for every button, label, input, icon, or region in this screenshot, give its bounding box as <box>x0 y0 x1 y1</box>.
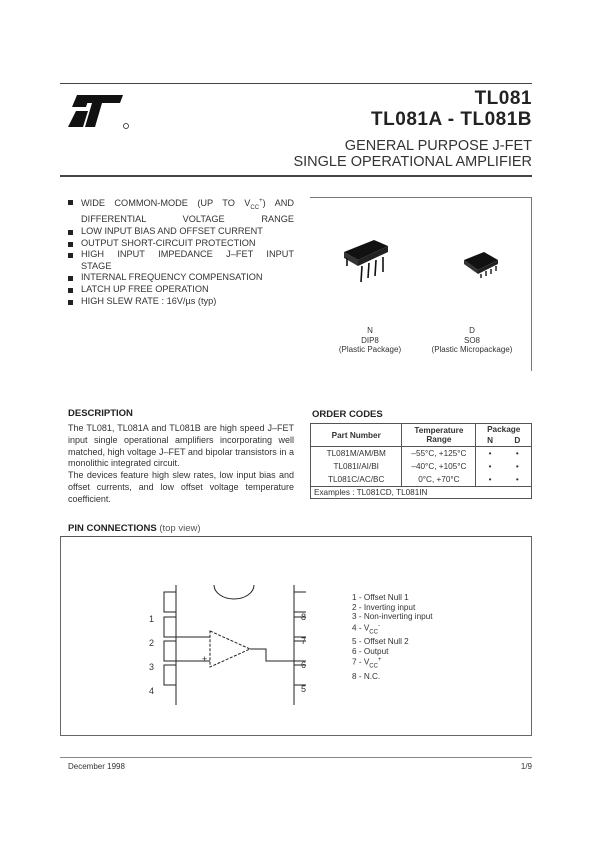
package-box <box>310 197 532 371</box>
col-package: Package <box>476 424 532 436</box>
title-part: TL081 <box>474 88 532 109</box>
table-row: TL081I/AI/BI –40°C, +105°C • • <box>311 460 532 473</box>
st-logo <box>68 93 130 134</box>
feature-item: WIDE COMMON-MODE (UP TO $V_{CC}^+$) AND DIFFERENTIAL VOLTAGE RANGE <box>68 196 294 226</box>
noninverting-sign: + <box>202 654 208 664</box>
left-pin-numbers: 1 2 3 4 <box>149 614 155 696</box>
col-temp: Temperature Range <box>402 424 476 447</box>
title-variants: TL081A - TL081B <box>371 109 532 130</box>
description-heading: DESCRIPTION <box>68 408 133 419</box>
feature-list <box>68 196 294 307</box>
table-row: TL081M/AM/BM –55°C, +125°C • • <box>311 447 532 461</box>
footer-rule <box>60 757 532 758</box>
table-row: TL081C/AC/BC 0°C, +70°C • • <box>311 473 532 487</box>
inverting-sign: – <box>202 631 208 641</box>
package-d-caption: D SO8 (Plastic Micropackage) <box>431 326 513 354</box>
pin-list: 1 - Offset Null 1 2 - Inverting input 3 - Non-inverting input $4 - V_{CC}^-$ 5 - Offset Null 2 6 - Output $7 - V_{CC}^+$ 8 - N.C. <box>352 593 433 682</box>
col-part: Part Number <box>311 424 402 447</box>
feature-item: HIGH SLEW RATE : 16V/µs (typ) <box>68 296 294 308</box>
feature-item: HIGH INPUT IMPEDANCE J–FET INPUT STAGE <box>68 249 294 272</box>
dip8-package-image <box>342 236 392 286</box>
right-pin-numbers: 8 7 6 5 <box>301 612 307 694</box>
subtitle-1: GENERAL PURPOSE J-FET <box>344 138 532 154</box>
feature-item: LATCH UP FREE OPERATION <box>68 284 294 296</box>
pin-connections-heading: PIN CONNECTIONS (top view) <box>68 523 201 534</box>
subtitle-2: SINGLE OPERATIONAL AMPLIFIER <box>293 154 532 170</box>
package-n-caption: N DIP8 (Plastic Package) <box>338 326 402 354</box>
so8-package-image <box>462 250 502 280</box>
footer-page: 1/9 <box>520 762 532 771</box>
order-examples: Examples : TL081CD, TL081IN <box>311 487 532 499</box>
feature-item: INTERNAL FREQUENCY COMPENSATION <box>68 272 294 284</box>
description-text: The TL081, TL081A and TL081B are high speed J–FET input single operational amplifiers incorporating well matched, high voltage J–FET and bipolar transistors in a monolithic integrated circuit. The devices feature high slew rates, low input bias and offset currents, and low offset voltage temperature coefficient. <box>68 423 294 504</box>
order-codes-heading: ORDER CODES <box>312 409 383 420</box>
top-rule <box>60 83 532 84</box>
order-codes-table: Part Number Temperature Range Package N D TL081M/AM/BM –55°C, +125°C • • TL081I/AI/BI –40°C, +105°C • • TL081C/AC/BC 0°C, +70°C • • Examples : TL081CD, TL081IN <box>310 423 532 499</box>
heavy-rule <box>60 175 532 177</box>
feature-item: LOW INPUT BIAS AND OFFSET CURRENT <box>68 226 294 238</box>
feature-item: OUTPUT SHORT-CIRCUIT PROTECTION <box>68 238 294 250</box>
footer-date: December 1998 <box>68 762 125 771</box>
